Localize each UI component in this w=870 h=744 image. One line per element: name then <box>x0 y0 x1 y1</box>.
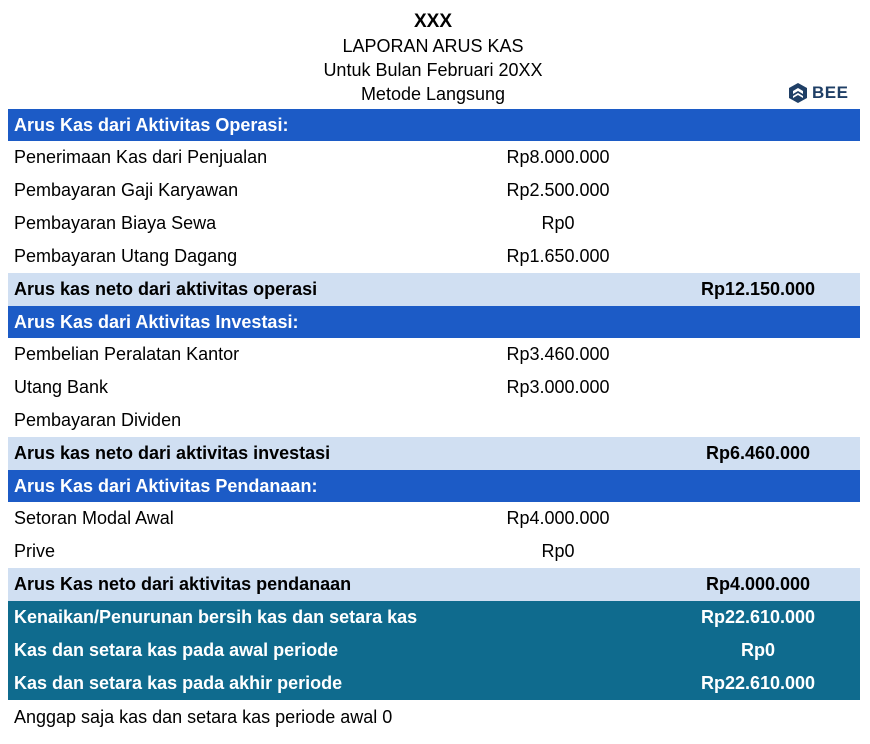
cash-flow-table <box>8 109 860 700</box>
summary-value: Rp22.610.000 <box>700 673 816 693</box>
section-header-pendanaan <box>8 470 860 502</box>
report-method: Metode Langsung <box>360 84 506 104</box>
table-row <box>8 502 860 535</box>
item-amount: Rp3.460.000 <box>506 344 610 364</box>
bee-shield-icon <box>788 82 808 104</box>
section-header-operasi <box>8 109 860 141</box>
report-title: LAPORAN ARUS KAS <box>342 36 524 56</box>
summary-row-opening <box>8 634 860 667</box>
section-title: Arus Kas dari Aktivitas Operasi: <box>14 115 289 135</box>
item-label: Pembelian Peralatan Kantor <box>14 344 240 364</box>
item-label: Setoran Modal Awal <box>14 508 174 528</box>
subtotal-value: Rp12.150.000 <box>700 279 816 299</box>
item-amount: Rp2.500.000 <box>506 180 610 200</box>
summary-value: Rp0 <box>740 640 775 660</box>
subtotal-value: Rp6.460.000 <box>705 443 811 463</box>
bee-logo <box>788 82 848 104</box>
item-amount: Rp0 <box>541 541 575 561</box>
footnote: Anggap saja kas dan setara kas periode awal 0 <box>14 707 393 727</box>
logo-text: BEE <box>812 83 849 102</box>
section-header-investasi <box>8 306 860 338</box>
item-label: Pembayaran Gaji Karyawan <box>14 180 239 200</box>
item-label: Pembayaran Utang Dagang <box>14 246 238 266</box>
section-title: Arus Kas dari Aktivitas Investasi: <box>14 312 299 332</box>
summary-label: Kas dan setara kas pada akhir periode <box>14 673 343 693</box>
table-row <box>8 404 860 437</box>
item-amount: Rp4.000.000 <box>506 508 610 528</box>
item-label: Pembayaran Biaya Sewa <box>14 213 217 233</box>
item-label: Pembayaran Dividen <box>14 410 182 430</box>
summary-row-closing <box>8 667 860 700</box>
item-amount: Rp0 <box>541 213 575 233</box>
subtotal-value: Rp4.000.000 <box>705 574 811 594</box>
section-title: Arus Kas dari Aktivitas Pendanaan: <box>14 476 318 496</box>
subtotal-label: Arus kas neto dari aktivitas operasi <box>14 279 318 299</box>
summary-label: Kenaikan/Penurunan bersih kas dan setara kas <box>14 607 418 627</box>
summary-value: Rp22.610.000 <box>700 607 816 627</box>
item-label: Utang Bank <box>14 377 109 397</box>
table-row <box>8 240 860 273</box>
company-name: XXX <box>413 11 453 32</box>
report-header <box>0 10 866 106</box>
subtotal-label: Arus kas neto dari aktivitas investasi <box>14 443 331 463</box>
summary-label: Kas dan setara kas pada awal periode <box>14 640 339 660</box>
subtotal-row-pendanaan <box>8 568 860 601</box>
subtotal-row-investasi <box>8 437 860 470</box>
table-row <box>8 371 860 404</box>
subtotal-label: Arus Kas neto dari aktivitas pendanaan <box>14 574 352 594</box>
table-row <box>8 535 860 568</box>
item-label: Prive <box>14 541 56 561</box>
item-label: Penerimaan Kas dari Penjualan <box>14 147 268 167</box>
table-row <box>8 338 860 371</box>
item-amount: Rp1.650.000 <box>506 246 610 266</box>
item-amount: Rp8.000.000 <box>506 147 610 167</box>
table-row <box>8 141 860 174</box>
report-period: Untuk Bulan Februari 20XX <box>323 60 543 80</box>
summary-row-net-change <box>8 601 860 634</box>
subtotal-row-operasi <box>8 273 860 306</box>
table-row <box>8 174 860 207</box>
table-row <box>8 207 860 240</box>
item-amount: Rp3.000.000 <box>506 377 610 397</box>
